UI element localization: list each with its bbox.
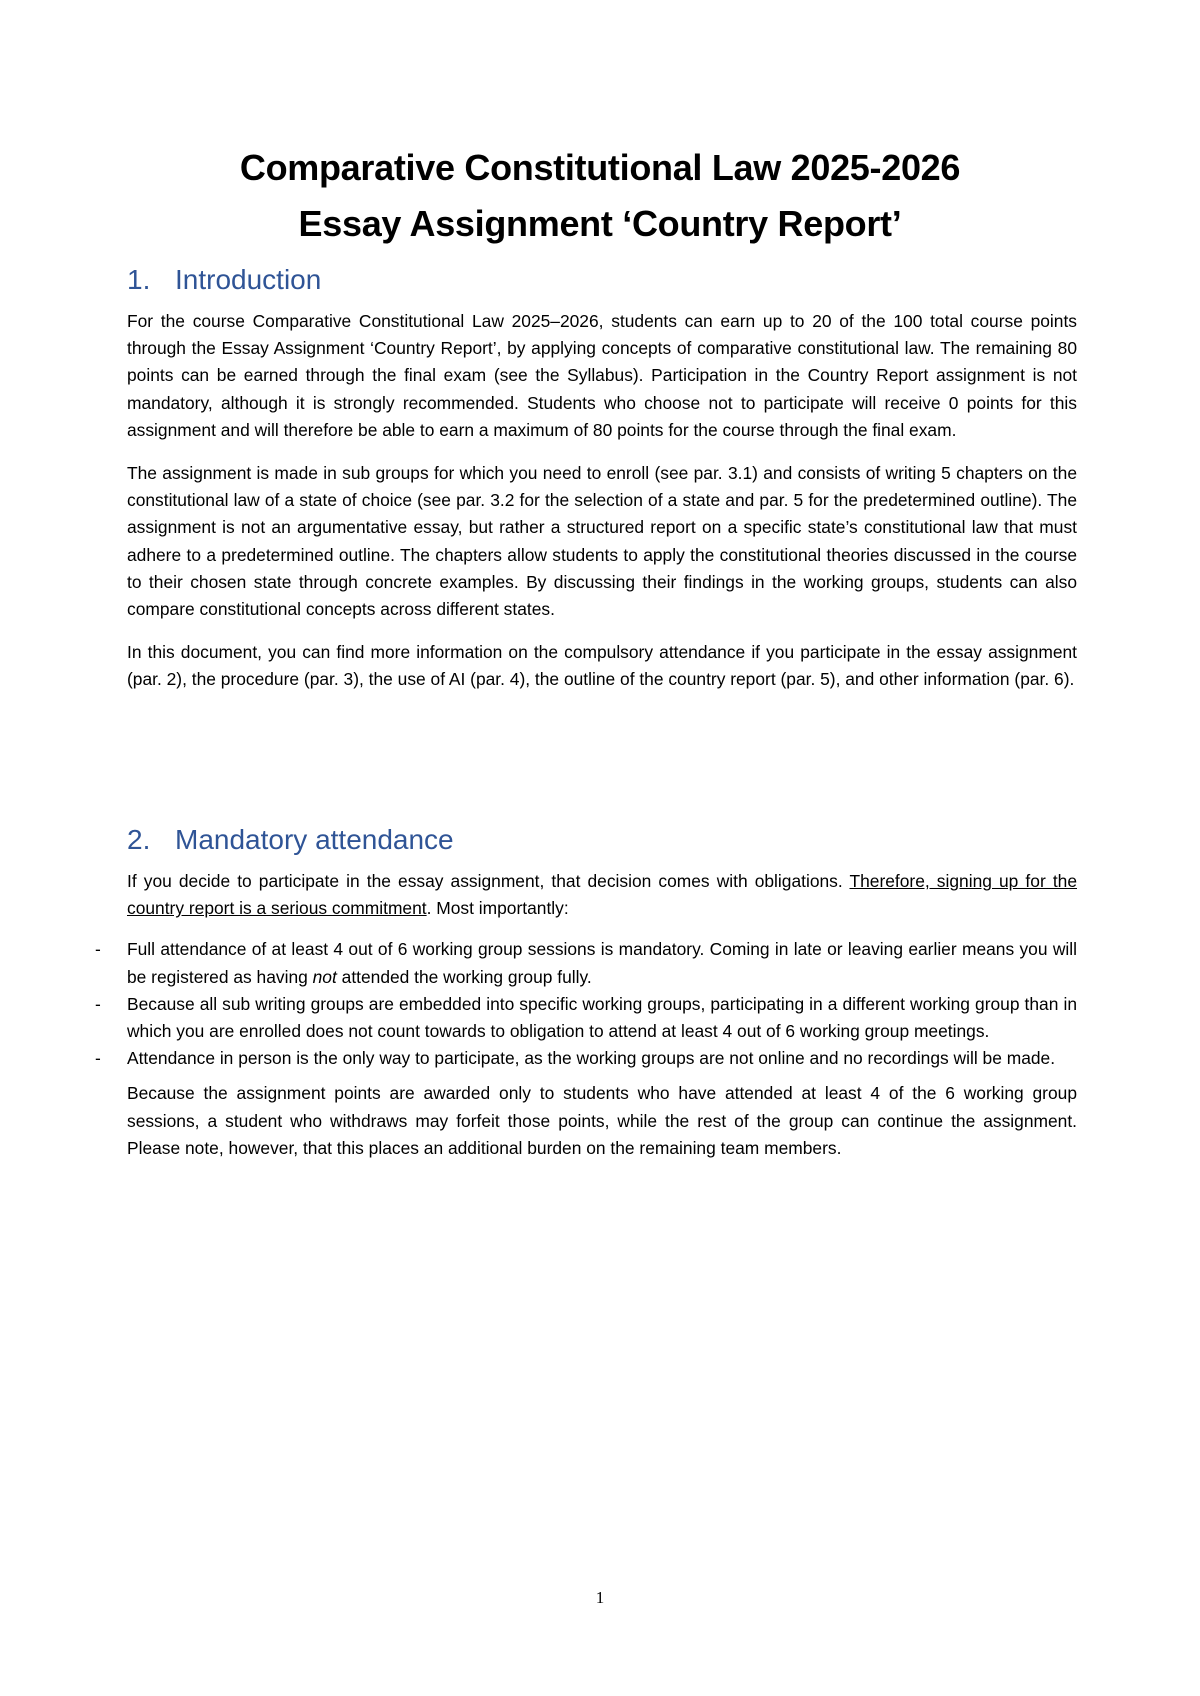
attendance-intro-paragraph — [127, 868, 1077, 922]
list-item — [95, 991, 1077, 1045]
intro-text-after: . Most importantly: — [426, 898, 569, 919]
intro-paragraph-2: The assignment is made in sub groups for which you need to enroll (see par. 3.1) and consists of writing 5 chapters on the constitutional law of a state of choice (see par. 3.2 for the selection of a state and par. 5 for the predetermined outline). The assignment is not an argumentative essay, but rather a structured report on a specific state’s constitutional law that must adhere to a predetermined outline. The chapters allow students to apply the constitutional theories discussed in the course to their chosen state through concrete examples. By discussing their findings in the working groups, students can also compare constitutional concepts across different states. — [127, 463, 1077, 620]
attendance-requirements-list — [95, 936, 1077, 1072]
section-title: Mandatory attendance — [175, 824, 454, 855]
intro-text-before: If you decide to participate in the essay assignment, that decision comes with obligations. — [127, 871, 850, 891]
list-item-text-after: attended the working group fully. — [336, 966, 592, 987]
title-line-1: Comparative Constitutional Law 2025-2026 — [239, 147, 961, 188]
section-heading-introduction — [127, 262, 1077, 298]
list-item-text: Attendance in person is the only way to participate, as the working groups are not online and no recordings will be made. — [127, 1048, 1056, 1069]
list-item-text-before: Full attendance of at least 4 out of 6 working group sessions is mandatory. Coming in late or leaving earlier means you will be registered as having — [127, 939, 1077, 987]
intro-paragraph-3: In this document, you can find more information on the compulsory attendance if you participate in the essay assignment (par. 2), the procedure (par. 3), the use of AI (par. 4), the outline of the country report (par. 5), and other information (par. 6). — [127, 642, 1077, 690]
intro-paragraph-1: For the course Comparative Constitutional Law 2025–2026, students can earn up to 20 of the 100 total course points through the Essay Assignment ‘Country Report’, by applying concepts of comparative constitutional law. The remaining 80 points can be earned through the final exam (see the Syllabus). Participation in the Country Report assignment is not mandatory, although it is strongly recommended. Students who choose not to participate will receive 0 points for this assignment and will therefore be able to earn a maximum of 80 points for the course through the final exam. — [127, 311, 1077, 440]
document-title — [0, 140, 1200, 252]
section-introduction — [127, 262, 1077, 710]
section-number: 2. — [127, 824, 151, 855]
attendance-closing-paragraph: Because the assignment points are awarded only to students who have attended at least 4 of the 6 working group sessions, a student who withdraws may forfeit those points, while the rest of the group can continue the assignment. Please note, however, that this places an additional burden on the remaining team members. — [127, 1083, 1077, 1158]
bullet-dash: - — [95, 1048, 101, 1069]
list-item-italic: not — [312, 966, 337, 987]
page-number: 1 — [595, 1588, 605, 1607]
list-item-text: Because all sub writing groups are embedded into specific working groups, participating in a different working group than in which you are enrolled does not count towards to obligation to attend at least 4 out of 6 working group meetings. — [127, 993, 1077, 1042]
section-title: Introduction — [175, 264, 322, 295]
section-number: 1. — [127, 264, 151, 295]
section-mandatory-attendance — [95, 822, 1077, 1178]
list-item — [95, 1045, 1077, 1072]
section-heading-mandatory-attendance — [127, 822, 1077, 858]
bullet-dash: - — [95, 993, 101, 1014]
bullet-dash: - — [95, 939, 101, 960]
title-line-2: Essay Assignment ‘Country Report’ — [298, 203, 902, 244]
intro-underlined-text: Therefore, signing up for the country report is a serious commitment — [127, 871, 1077, 919]
list-item — [95, 936, 1077, 990]
